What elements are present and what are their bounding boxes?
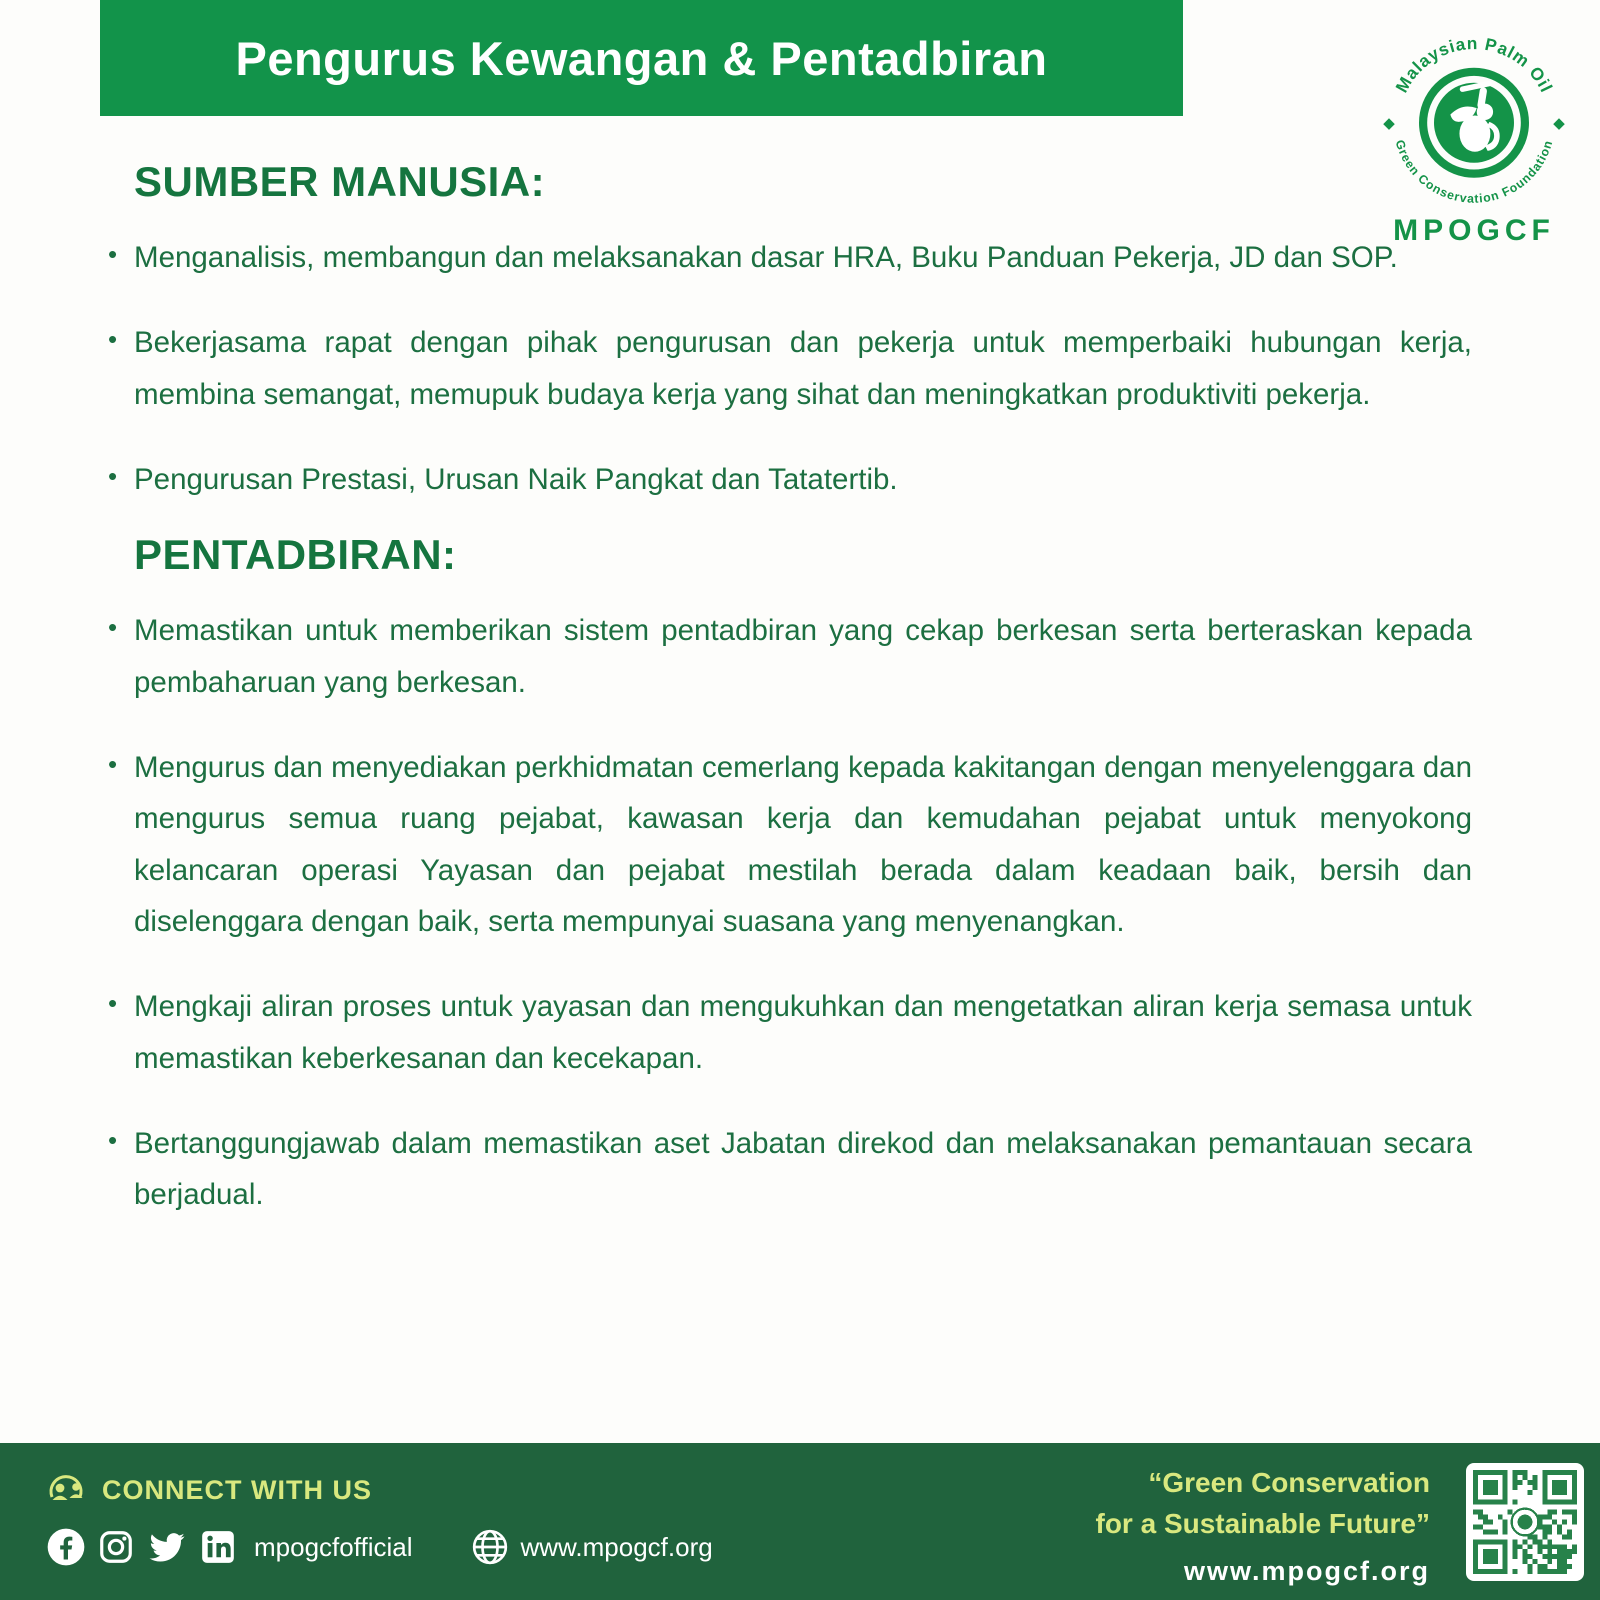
page-title: Pengurus Kewangan & Pentadbiran	[235, 31, 1048, 85]
section-heading-pentadbiran: PENTADBIRAN:	[134, 531, 457, 579]
job-description-content	[100, 158, 1472, 1247]
bullet-text: Pengurusan Prestasi, Urusan Naik Pangkat dan Tatatertib.	[134, 462, 898, 496]
footer	[0, 1443, 1600, 1600]
bullet-marker: •	[108, 239, 118, 269]
bullet-item	[100, 605, 1472, 708]
qr-center-logo	[1512, 1509, 1539, 1536]
bullet-marker: •	[108, 460, 118, 491]
bullet-text: Mengkaji aliran proses untuk yayasan dan mengukuhkan dan mengetatkan aliran kerja semasa untuk memastikan keberkesanan dan kecekapan.	[134, 990, 1472, 1075]
logo-diamond-right	[1553, 118, 1565, 130]
pentadbiran-list	[100, 605, 1472, 1220]
globe-icon	[470, 1527, 510, 1567]
section-sumber-manusia	[100, 158, 1472, 505]
bullet-item	[100, 317, 1472, 420]
footer-connect-block	[46, 1469, 713, 1569]
bullet-marker: •	[108, 324, 118, 355]
qr-code	[1466, 1463, 1584, 1581]
footer-website-left: www.mpogcf.org	[520, 1531, 713, 1562]
facebook-icon	[46, 1527, 86, 1567]
bullet-item	[100, 981, 1472, 1084]
bullet-text: Mengurus dan menyediakan perkhidmatan cemerlang kepada kakitangan dengan menyelenggara dan mengurus semua ruang pejabat, kawasan kerja dan kemudahan pejabat untuk menyokong kelancaran operasi Yayasan dan pejabat mestilah berada dalam keadaan baik, bersih dan diselenggara dengan baik, serta mempunyai suasana yang menyenangkan.	[134, 750, 1472, 938]
logo-diamond-left	[1383, 118, 1395, 130]
bullet-text: Bekerjasama rapat dengan pihak pengurusan dan pekerja untuk memperbaiki hubungan kerja, membina semangat, memupuk budaya kerja yang sihat dan meningkatkan produktiviti pekerja.	[134, 326, 1472, 411]
logo-arc-top-text: Malaysian Palm Oil	[1391, 32, 1557, 96]
bullet-marker: •	[108, 988, 118, 1019]
social-handle: mpogcfofficial	[254, 1531, 413, 1562]
quote-line-1: “Green Conservation	[1148, 1467, 1430, 1498]
section-heading-sumber-manusia: SUMBER MANUSIA:	[134, 158, 546, 205]
bullet-item	[100, 1118, 1472, 1221]
linkedin-icon	[199, 1528, 237, 1566]
logo-arc-bottom-text: Green Conservation Foundation	[1392, 138, 1556, 206]
footer-website-right: www.mpogcf.org	[1184, 1556, 1430, 1587]
instagram-icon	[97, 1528, 135, 1566]
bullet-marker: •	[108, 612, 118, 643]
connect-people-icon	[46, 1471, 90, 1509]
logo-wordmark: MPOGCF	[1393, 214, 1555, 248]
bullet-text: Menganalisis, membangun dan melaksanakan dasar HRA, Buku Panduan Pekerja, JD dan SOP.	[134, 241, 1398, 274]
section-pentadbiran	[100, 531, 1472, 1220]
bullet-item	[100, 454, 1472, 505]
bullet-item	[100, 232, 1472, 283]
bullet-text: Bertanggungjawab dalam memastikan aset Jabatan direkod dan melaksanakan pemantauan secara berjadual.	[134, 1126, 1472, 1212]
sumber-manusia-list	[100, 232, 1472, 505]
footer-quote-block	[1096, 1463, 1431, 1587]
bullet-marker: •	[108, 1124, 118, 1155]
twitter-icon	[146, 1526, 188, 1568]
bullet-text: Memastikan untuk memberikan sistem pentadbiran yang cekap berkesan serta berteraskan kepada pembaharuan yang berkesan.	[134, 614, 1472, 699]
bullet-item	[100, 742, 1472, 947]
title-banner	[100, 0, 1183, 116]
bullet-marker: •	[108, 748, 118, 779]
quote-line-2: for a Sustainable Future”	[1095, 1507, 1430, 1539]
connect-with-us-label: CONNECT WITH US	[102, 1474, 372, 1505]
